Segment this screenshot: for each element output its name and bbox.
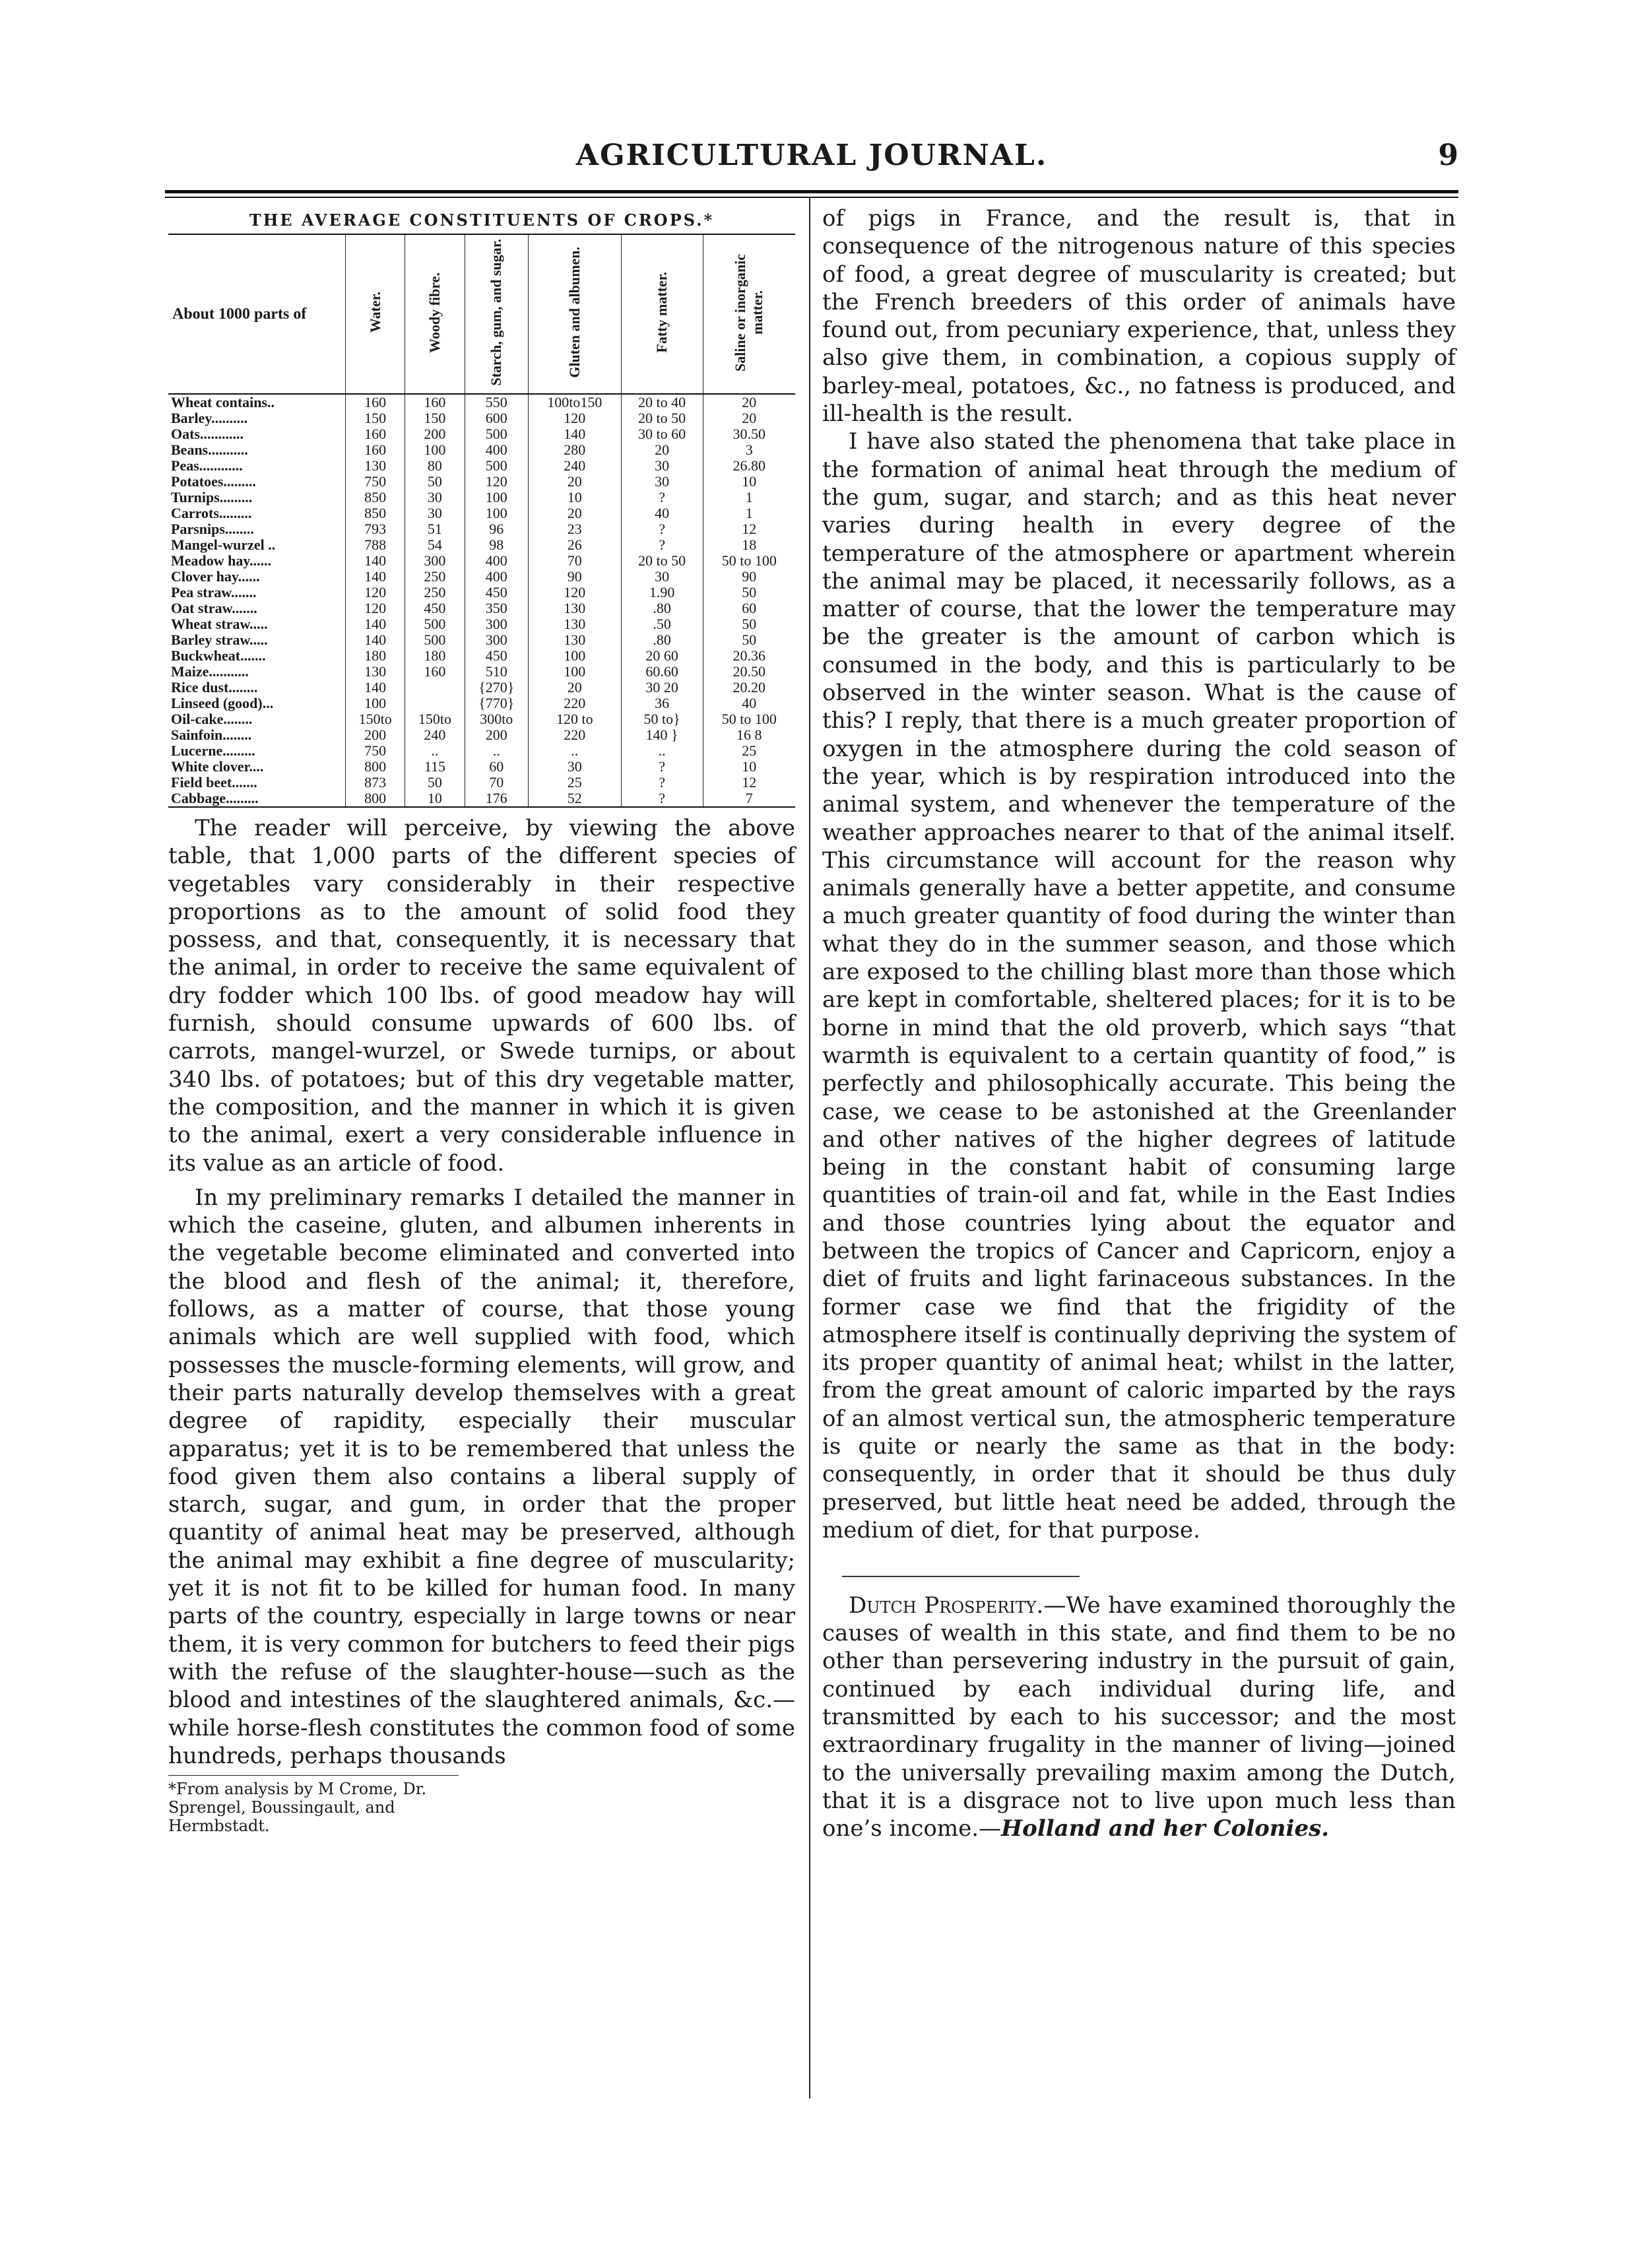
value-cell: 500 [405, 632, 465, 648]
dutch-heading: Dutch Prosperity. [849, 1592, 1044, 1619]
crop-name-cell: Mangel-wurzel .. [171, 536, 276, 553]
table-row [168, 537, 795, 553]
value-cell: 176 [465, 791, 528, 807]
crop-name-cell: Cabbage......... [168, 791, 346, 807]
value-cell: 220 [528, 727, 621, 743]
value-cell: 50 [405, 474, 465, 490]
value-cell: 140 [346, 632, 405, 648]
table-row [168, 585, 795, 600]
value-cell: 140 } [621, 727, 703, 743]
table-row [168, 600, 795, 616]
crop-name-cell: Rice dust........ [171, 679, 258, 696]
value-cell: 30 [405, 505, 465, 521]
value-cell: 12 [703, 775, 795, 791]
table-row [168, 394, 795, 410]
value-cell: 550 [465, 394, 528, 410]
crops-table [168, 234, 795, 808]
crop-name-cell: Meadow hay...... [171, 552, 272, 569]
value-cell: 50 to 100 [703, 553, 795, 569]
column-header [528, 234, 621, 394]
value-cell: 873 [346, 775, 405, 791]
value-cell: 100 [528, 664, 621, 680]
value-cell: .. [405, 743, 465, 759]
value-cell: 100 [405, 442, 465, 458]
value-cell: 180 [405, 648, 465, 664]
value-cell: 20 [703, 410, 795, 426]
value-cell: 20 to 40 [621, 394, 703, 410]
table-row [168, 490, 795, 505]
value-cell: 240 [528, 458, 621, 474]
crop-name-cell: Clover hay...... [171, 568, 260, 585]
value-cell: 400 [465, 569, 528, 585]
value-cell: ? [621, 759, 703, 775]
value-cell: 30 [621, 458, 703, 474]
value-cell: 200 [405, 426, 465, 442]
crop-name-cell: Turnips......... [171, 489, 253, 505]
table-caption: THE AVERAGE CONSTITUENTS OF CROPS.* [249, 211, 715, 230]
table-header-row [168, 234, 795, 394]
value-cell: 250 [405, 585, 465, 600]
value-cell: 30 [621, 474, 703, 490]
value-cell: 500 [405, 616, 465, 632]
table-row [168, 791, 795, 807]
column-header-crop: About 1000 parts of [168, 234, 346, 394]
value-cell: 160 [346, 442, 405, 458]
value-cell: {270} [465, 680, 528, 696]
value-cell: 70 [528, 553, 621, 569]
value-cell: 26.80 [703, 458, 795, 474]
value-cell: 100 [465, 490, 528, 505]
crop-name-cell: Lucerne......... [171, 742, 255, 759]
value-cell: 10 [528, 490, 621, 505]
value-cell: 50 [405, 775, 465, 791]
value-cell: 120 [528, 410, 621, 426]
value-cell: 130 [528, 632, 621, 648]
header-rule-thin [165, 197, 1458, 198]
column-divider [809, 198, 810, 2098]
value-cell: 800 [346, 759, 405, 775]
value-cell: 20 [703, 394, 795, 410]
column-header-label: Fatty matter. [653, 272, 670, 353]
value-cell: 300 [405, 553, 465, 569]
value-cell: 500 [465, 458, 528, 474]
value-cell: 60.60 [621, 664, 703, 680]
value-cell: 350 [465, 600, 528, 616]
value-cell: 120 [528, 585, 621, 600]
crop-name-cell: Oats............ [171, 426, 244, 442]
value-cell: 16 8 [703, 727, 795, 743]
right-column [822, 205, 1456, 1842]
value-cell: 25 [703, 743, 795, 759]
crop-name-cell: Carrots......... [171, 505, 252, 521]
value-cell: 60 [703, 600, 795, 616]
value-cell: 250 [405, 569, 465, 585]
table-row [168, 442, 795, 458]
value-cell: 750 [346, 474, 405, 490]
crop-name-cell: Wheat contains.. [171, 394, 275, 410]
value-cell: 510 [465, 664, 528, 680]
value-cell: 120 [346, 585, 405, 600]
value-cell: 52 [528, 791, 621, 807]
dutch-prosperity-paragraph [822, 1592, 1456, 1843]
table-row [168, 680, 795, 696]
value-cell: 30 to 60 [621, 426, 703, 442]
page-header [165, 125, 1458, 185]
crop-name-cell: Barley straw..... [171, 632, 268, 648]
crop-name-cell: Oil-cake........ [171, 711, 253, 727]
table-row [168, 553, 795, 569]
value-cell: 50 to 100 [703, 711, 795, 727]
paragraph-4: I have also stated the phenomena that take place in the formation of animal heat through the medium of the gum, sugar, and starch; and as this heat never varies during health in every degree of the temperature of the atmosphere or apartment wherein the animal may be placed, it necessarily follows, as a matter of course, that the lower the temperature may be the greater is the amount of carbon which is consumed in the body, and this is particularly to be observed in the winter season. What is the cause of this? I reply, that there is a much greater proportion of oxygen in the atmosphere during the cold season of the year, which is by respiration introduced into the animal system, and whenever the temperature of the weather approaches nearer to that of the animal itself. This circumstance will account for the reason why animals generally have a better appetite, and consume a much greater quantity of food during the winter than what they do in the summer season, and those which are exposed to the chilling blast more than those which are kept in comfortable, sheltered places; for it is to be borne in mind that the old proverb, which says “that warmth is equivalent to a certain quantity of food,” is perfectly and philosophically accurate. This being the case, we cease to be astonished at the Greenlander and other natives of the higher degrees of latitude being in the constant habit of consuming large quantities of train-oil and fat, while in the East Indies and those countries lying about the equator and between the tropics of Cancer and Capricorn, enjoy a diet of fruits and light farinaceous substances. In the former case we find that the frigidity of the atmosphere itself is continually depriving the system of its proper quantity of animal heat; whilst in the latter, from the great amount of caloric imparted by the rays of an almost vertical sun, the atmospheric temperature is quite or nearly the same as that in the body: consequently, in order that it should be thus duly preserved, but little heat need be added, through the medium of diet, for that purpose. [822, 428, 1456, 1543]
table-row [168, 521, 795, 537]
value-cell: 20 60 [621, 648, 703, 664]
paragraph-3: of pigs in France, and the result is, that in consequence of the nitrogenous nature of this species of food, a great degree of muscularity is created; but the French breeders of this order of animals have found out, from pecuniary experience, that, unless they also give them, in combination, a copious supply of barley-meal, potatoes, &c., no fatness is produced, and ill-health is the result. [822, 205, 1456, 428]
value-cell: .80 [621, 600, 703, 616]
value-cell: ? [621, 490, 703, 505]
column-header [346, 234, 405, 394]
table-row [168, 743, 795, 759]
value-cell: 120 to [528, 711, 621, 727]
crop-name-cell: Buckwheat....... [171, 647, 266, 664]
value-cell: 30 [621, 569, 703, 585]
column-header-label: Starch, gum, and sugar. [488, 239, 505, 386]
value-cell: 150 [346, 410, 405, 426]
value-cell: 100 [346, 696, 405, 711]
value-cell: 140 [346, 569, 405, 585]
table-row [168, 648, 795, 664]
value-cell: 140 [346, 680, 405, 696]
table-row [168, 426, 795, 442]
value-cell: 300 [465, 632, 528, 648]
value-cell: 30 [528, 759, 621, 775]
table-row [168, 474, 795, 490]
column-header [405, 234, 465, 394]
value-cell: 50 [703, 585, 795, 600]
paragraph-1: The reader will perceive, by viewing the above table, that 1,000 parts of the different species of vegetables vary considerably in their respective proportions as to the amount of solid food they possess, and that, consequently, it is necessary that the animal, in order to receive the same equivalent of dry fodder which 100 lbs. of good meadow hay will furnish, should consume upwards of 600 lbs. of carrots, mangel-wurzel, or Swede turnips, or about 340 lbs. of potatoes; but of this dry vegetable matter, the composition, and the manner in which it is given to the animal, exert a very considerable influence in its value as an article of food. [168, 815, 795, 1177]
column-header [621, 234, 703, 394]
running-title: AGRICULTURAL JOURNAL. [575, 139, 1048, 172]
value-cell: 450 [405, 600, 465, 616]
value-cell: 100to150 [528, 394, 621, 410]
crop-name-cell: Potatoes......... [171, 473, 256, 490]
crop-name-cell: Parsnips........ [171, 521, 254, 537]
value-cell: 160 [405, 664, 465, 680]
value-cell: 7 [703, 791, 795, 807]
table-row [168, 410, 795, 426]
value-cell: 100 [465, 505, 528, 521]
value-cell: 130 [528, 616, 621, 632]
value-cell: 160 [346, 394, 405, 410]
value-cell: 96 [465, 521, 528, 537]
value-cell [405, 696, 465, 711]
value-cell: 150 [405, 410, 465, 426]
value-cell: 20 to 50 [621, 553, 703, 569]
crop-name-cell: Oat straw....... [171, 600, 257, 616]
paragraph-2: In my preliminary remarks I detailed the manner in which the caseine, gluten, and albumen inherents in the vegetable become eliminated and converted into the blood and flesh of the animal; it, therefore, follows, as a matter of course, that those young animals which are well supplied with food, which possesses the muscle-forming elements, will grow, and their parts naturally develop themselves with a great degree of rapidity, especially their muscular apparatus; yet it is to be remembered that unless the food given them also contains a liberal supply of starch, sugar, and gum, in order that the proper quantity of animal heat may be preserved, although the animal may exhibit a fine degree of muscularity; yet it is not fit to be killed for human food. In many parts of the country, especially in large towns or near them, it is very common for butchers to feed their pigs with the refuse of the slaughter-house—such as the blood and intestines of the slaughtered animals, &c.—while horse-flesh constitutes the common food of some hundreds, perhaps thousands [168, 1184, 795, 1769]
value-cell: 70 [465, 775, 528, 791]
value-cell: 3 [703, 442, 795, 458]
crop-name-cell: White clover.... [171, 758, 264, 775]
value-cell: 200 [346, 727, 405, 743]
table-body [168, 394, 795, 807]
value-cell: {770} [465, 696, 528, 711]
value-cell: 20.36 [703, 648, 795, 664]
value-cell: ? [621, 537, 703, 553]
value-cell: 160 [346, 426, 405, 442]
value-cell: 20.20 [703, 680, 795, 696]
value-cell: 12 [703, 521, 795, 537]
table-row [168, 759, 795, 775]
crop-name-cell: Beans........... [171, 441, 248, 458]
value-cell: 1.90 [621, 585, 703, 600]
column-header-label: Gluten and albumen. [566, 247, 583, 378]
left-column [168, 201, 795, 1835]
column-header [703, 234, 795, 394]
value-cell: 98 [465, 537, 528, 553]
value-cell: 50 [703, 616, 795, 632]
header-rule [165, 190, 1458, 193]
value-cell: 140 [346, 616, 405, 632]
table-row [168, 632, 795, 648]
table-row [168, 664, 795, 680]
column-header-label: Woody fibre. [426, 272, 443, 353]
value-cell: 25 [528, 775, 621, 791]
value-cell: 400 [465, 553, 528, 569]
value-cell: .. [465, 743, 528, 759]
value-cell: 150to [405, 711, 465, 727]
value-cell: 115 [405, 759, 465, 775]
value-cell: 90 [528, 569, 621, 585]
table-row [168, 727, 795, 743]
value-cell: 51 [405, 521, 465, 537]
value-cell: ? [621, 791, 703, 807]
crop-name-cell: Linseed (good)... [171, 695, 274, 711]
dutch-source: Holland and her Colonies. [1001, 1815, 1330, 1842]
table-row [168, 696, 795, 711]
page-number: 9 [1438, 139, 1458, 172]
value-cell: 30.50 [703, 426, 795, 442]
value-cell: 450 [465, 585, 528, 600]
value-cell: 36 [621, 696, 703, 711]
value-cell: 600 [465, 410, 528, 426]
table-row [168, 569, 795, 585]
value-cell: 220 [528, 696, 621, 711]
value-cell: 280 [528, 442, 621, 458]
value-cell: ? [621, 775, 703, 791]
value-cell: 23 [528, 521, 621, 537]
value-cell: .50 [621, 616, 703, 632]
table-row [168, 458, 795, 474]
value-cell: 500 [465, 426, 528, 442]
value-cell: 20 [528, 680, 621, 696]
value-cell: 50 to} [621, 711, 703, 727]
value-cell: 10 [405, 791, 465, 807]
table-row [168, 505, 795, 521]
value-cell: 160 [405, 394, 465, 410]
value-cell: 30 [405, 490, 465, 505]
crop-name-cell: Pea straw....... [171, 584, 257, 600]
value-cell: 20 [528, 505, 621, 521]
value-cell: 150to [346, 711, 405, 727]
value-cell: 200 [465, 727, 528, 743]
crop-name-cell: Maize........... [171, 663, 249, 680]
value-cell: 20 [621, 442, 703, 458]
value-cell: ? [621, 521, 703, 537]
dutch-text: —We have examined thoroughly the causes of wealth in this state, and find them to be no other than persevering industry in the pursuit of gain, continued by each individual during life, and transmitted by each to his successor; and the most extraordinary frugality in the manner of living—joined to the universally prevailing maxim among the Dutch, that it is a disgrace not to live upon much less than one’s income.— [822, 1592, 1456, 1842]
value-cell: 140 [528, 426, 621, 442]
value-cell: 60 [465, 759, 528, 775]
value-cell: 20 [528, 474, 621, 490]
value-cell: 30 20 [621, 680, 703, 696]
value-cell: 750 [346, 743, 405, 759]
crop-name-cell: Peas............ [171, 457, 243, 474]
value-cell: 54 [405, 537, 465, 553]
value-cell: 140 [346, 553, 405, 569]
value-cell: 180 [346, 648, 405, 664]
value-cell: 130 [346, 664, 405, 680]
crop-name-cell: Field beet....... [171, 774, 257, 791]
value-cell: 100 [528, 648, 621, 664]
value-cell: 120 [465, 474, 528, 490]
crop-name-cell: Wheat straw..... [171, 616, 268, 632]
value-cell: 400 [465, 442, 528, 458]
value-cell: 120 [346, 600, 405, 616]
value-cell: 20 to 50 [621, 410, 703, 426]
column-header-label: Water. [366, 292, 383, 333]
table-row [168, 616, 795, 632]
value-cell: 18 [703, 537, 795, 553]
value-cell: 10 [703, 474, 795, 490]
crop-name-cell: Sainfoin........ [171, 727, 252, 743]
value-cell: 130 [346, 458, 405, 474]
value-cell: 130 [528, 600, 621, 616]
value-cell: 80 [405, 458, 465, 474]
value-cell: 1 [703, 490, 795, 505]
column-header-label: Saline or inorganic matter. [732, 253, 766, 372]
value-cell: 300to [465, 711, 528, 727]
table-row [168, 711, 795, 727]
table-row [168, 775, 795, 791]
value-cell: 300 [465, 616, 528, 632]
section-separator [842, 1576, 1080, 1577]
value-cell: 800 [346, 791, 405, 807]
value-cell: 788 [346, 537, 405, 553]
value-cell: 850 [346, 490, 405, 505]
value-cell: 793 [346, 521, 405, 537]
column-header [465, 234, 528, 394]
value-cell: 50 [703, 632, 795, 648]
value-cell: 240 [405, 727, 465, 743]
value-cell: .. [621, 743, 703, 759]
footnote: *From analysis by M Crome, Dr. Sprengel, Boussingault, and Hermbstadt. [168, 1775, 459, 1835]
value-cell: 450 [465, 648, 528, 664]
value-cell: 26 [528, 537, 621, 553]
value-cell: .. [528, 743, 621, 759]
value-cell: 10 [703, 759, 795, 775]
value-cell: 850 [346, 505, 405, 521]
value-cell: 1 [703, 505, 795, 521]
value-cell: 20.50 [703, 664, 795, 680]
value-cell [405, 680, 465, 696]
value-cell: 90 [703, 569, 795, 585]
value-cell: 40 [703, 696, 795, 711]
value-cell: .80 [621, 632, 703, 648]
value-cell: 40 [621, 505, 703, 521]
crop-name-cell: Barley.......... [171, 410, 248, 426]
